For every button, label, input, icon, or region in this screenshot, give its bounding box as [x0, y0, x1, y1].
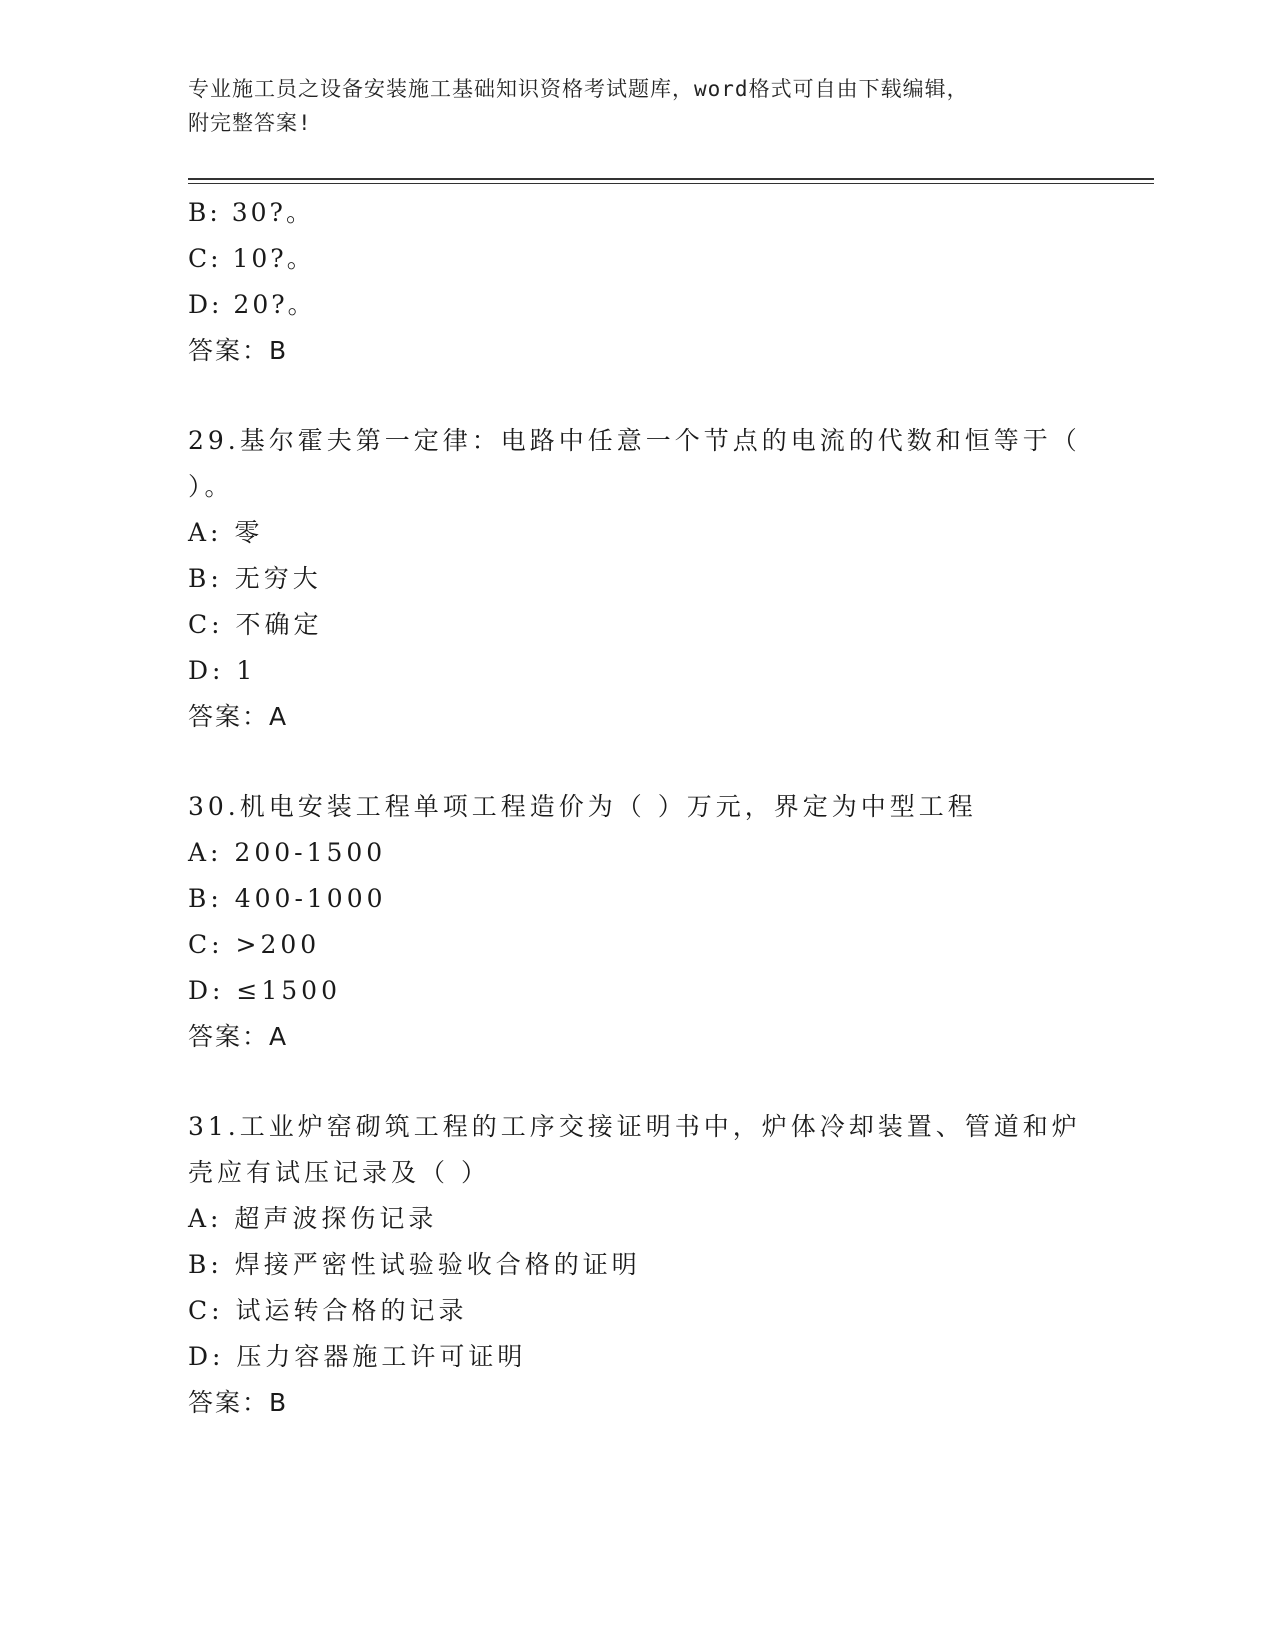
option-a: A: 零: [188, 518, 264, 547]
question-text: 31.工业炉窑砌筑工程的工序交接证明书中，炉体冷却装置、管道和炉: [188, 1112, 1081, 1141]
option-b: B: 焊接严密性试验验收合格的证明: [188, 1250, 641, 1279]
answer-line: 答案：B: [188, 1388, 289, 1417]
spacer: [188, 374, 1088, 418]
question-list: [188, 190, 1088, 1426]
question-text-cont: 壳应有试压记录及（ ）: [188, 1158, 490, 1187]
option-d: D: 压力容器施工许可证明: [188, 1342, 527, 1371]
question-text-cont: ）。: [188, 472, 234, 501]
header-line-2: 附完整答案!: [188, 111, 312, 135]
option-a: A: 超声波探伤记录: [188, 1204, 438, 1233]
answer-line: 答案：A: [188, 702, 289, 731]
option-d: D: 20?。: [188, 290, 316, 319]
option-c: C: >200: [188, 930, 321, 959]
option-b: B: 无穷大: [188, 564, 322, 593]
option-d: D: 1: [188, 656, 257, 685]
header-divider-thin: [188, 183, 1154, 184]
option-a: A: 200-1500: [188, 838, 387, 867]
option-b: B: 30?。: [188, 198, 314, 227]
option-c: C: 10?。: [188, 244, 315, 273]
question-30: [188, 784, 1088, 1060]
question-text: 30.机电安装工程单项工程造价为（ ）万元，界定为中型工程: [188, 792, 977, 821]
spacer: [188, 1060, 1088, 1104]
question-29: [188, 418, 1088, 740]
prev-question-tail: [188, 190, 1088, 374]
spacer: [188, 740, 1088, 784]
header-line-1: 专业施工员之设备安装施工基础知识资格考试题库，word格式可自由下载编辑，: [188, 77, 969, 101]
option-c: C: 不确定: [188, 610, 323, 639]
option-b: B: 400-1000: [188, 884, 387, 913]
question-31: [188, 1104, 1088, 1426]
answer-line: 答案：B: [188, 336, 289, 365]
document-header: [188, 72, 1088, 140]
header-divider: [188, 178, 1154, 180]
option-d: D: ≤1500: [188, 976, 341, 1005]
question-text: 29.基尔霍夫第一定律：电路中任意一个节点的电流的代数和恒等于（: [188, 426, 1081, 455]
answer-line: 答案：A: [188, 1022, 289, 1051]
option-c: C: 试运转合格的记录: [188, 1296, 468, 1325]
